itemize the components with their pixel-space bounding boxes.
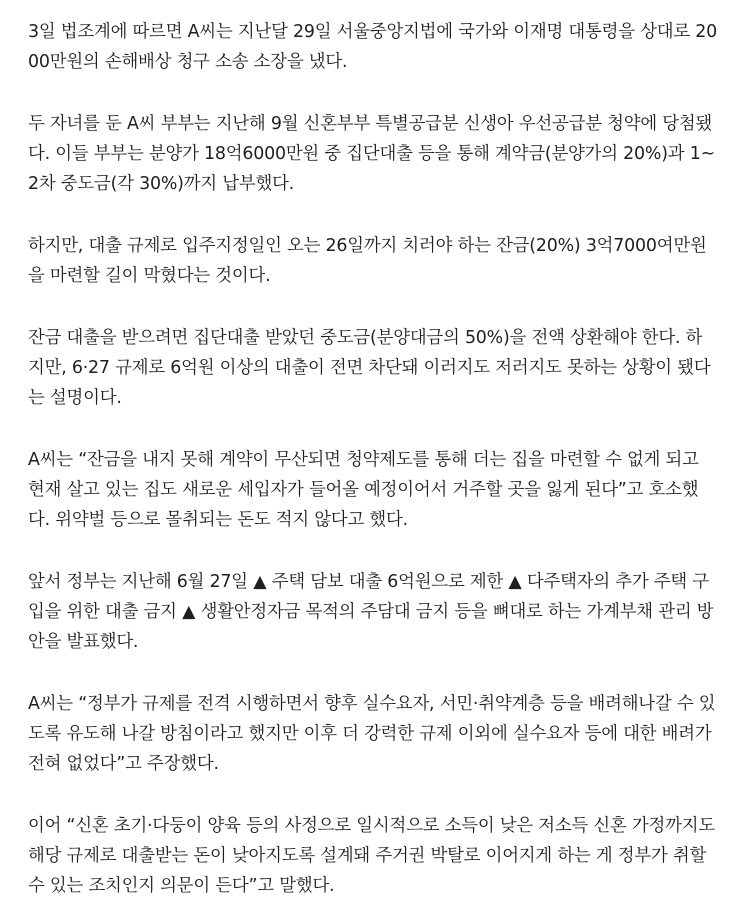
article-body [28, 17, 718, 901]
paragraph-5: A씨는 “잔금을 내지 못해 계약이 무산되면 청약제도를 통해 더는 집을 마련할 수 없게 되고 현재 살고 있는 집도 새로운 세입자가 들어올 예정이어서 거주할 곳을 잃게 된다”고 호소했다. 위약벌 등으로 몰취되는 돈도 적지 않다고 했다. [28, 450, 699, 530]
paragraph-1: 3일 법조계에 따르면 A씨는 지난달 29일 서울중앙지법에 국가와 이재명 대통령을 상대로 2000만원의 손해배상 청구 소송 소장을 냈다. [28, 22, 718, 72]
paragraph-7: A씨는 “정부가 규제를 전격 시행하면서 향후 실수요자, 서민·취약계층 등을 배려해나갈 수 있도록 유도해 나갈 방침이라고 했지만 이후 더 강력한 규제 이외에 실수요자 등에 대한 배려가 전혀 없었다”고 주장했다. [28, 694, 716, 774]
paragraph-2: 두 자녀를 둔 A씨 부부는 지난해 9월 신혼부부 특별공급분 신생아 우선공급분 청약에 당첨됐다. 이들 부부는 분양가 18억6000만원 중 집단대출 등을 통해 계약금(분양가의 20%)과 1~2차 중도금(각 30%)까지 납부했다. [28, 114, 715, 194]
paragraph-8: 이어 “신혼 초기·다둥이 양육 등의 사정으로 일시적으로 소득이 낮은 저소득 신혼 가정까지도 해당 규제로 대출받는 돈이 낮아지도록 설계돼 주거권 박탈로 이어지게 하는 게 정부가 취할 수 있는 조치인지 의문이 든다”고 말했다. [28, 816, 715, 896]
paragraph-6: 앞서 정부는 지난해 6월 27일 ▲ 주택 담보 대출 6억원으로 제한 ▲ 다주택자의 추가 주택 구입을 위한 대출 금지 ▲ 생활안정자금 목적의 주담대 금지 등을 뼈대로 하는 가계부채 관리 방안을 발표했다. [28, 572, 714, 652]
paragraph-4: 잔금 대출을 받으려면 집단대출 받았던 중도금(분양대금의 50%)을 전액 상환해야 한다. 하지만, 6·27 규제로 6억원 이상의 대출이 전면 차단돼 이러지도 저러지도 못하는 상황이 됐다는 설명이다. [28, 328, 711, 408]
paragraph-3: 하지만, 대출 규제로 입주지정일인 오는 26일까지 치러야 하는 잔금(20%) 3억7000여만원을 마련할 길이 막혔다는 것이다. [28, 236, 707, 286]
